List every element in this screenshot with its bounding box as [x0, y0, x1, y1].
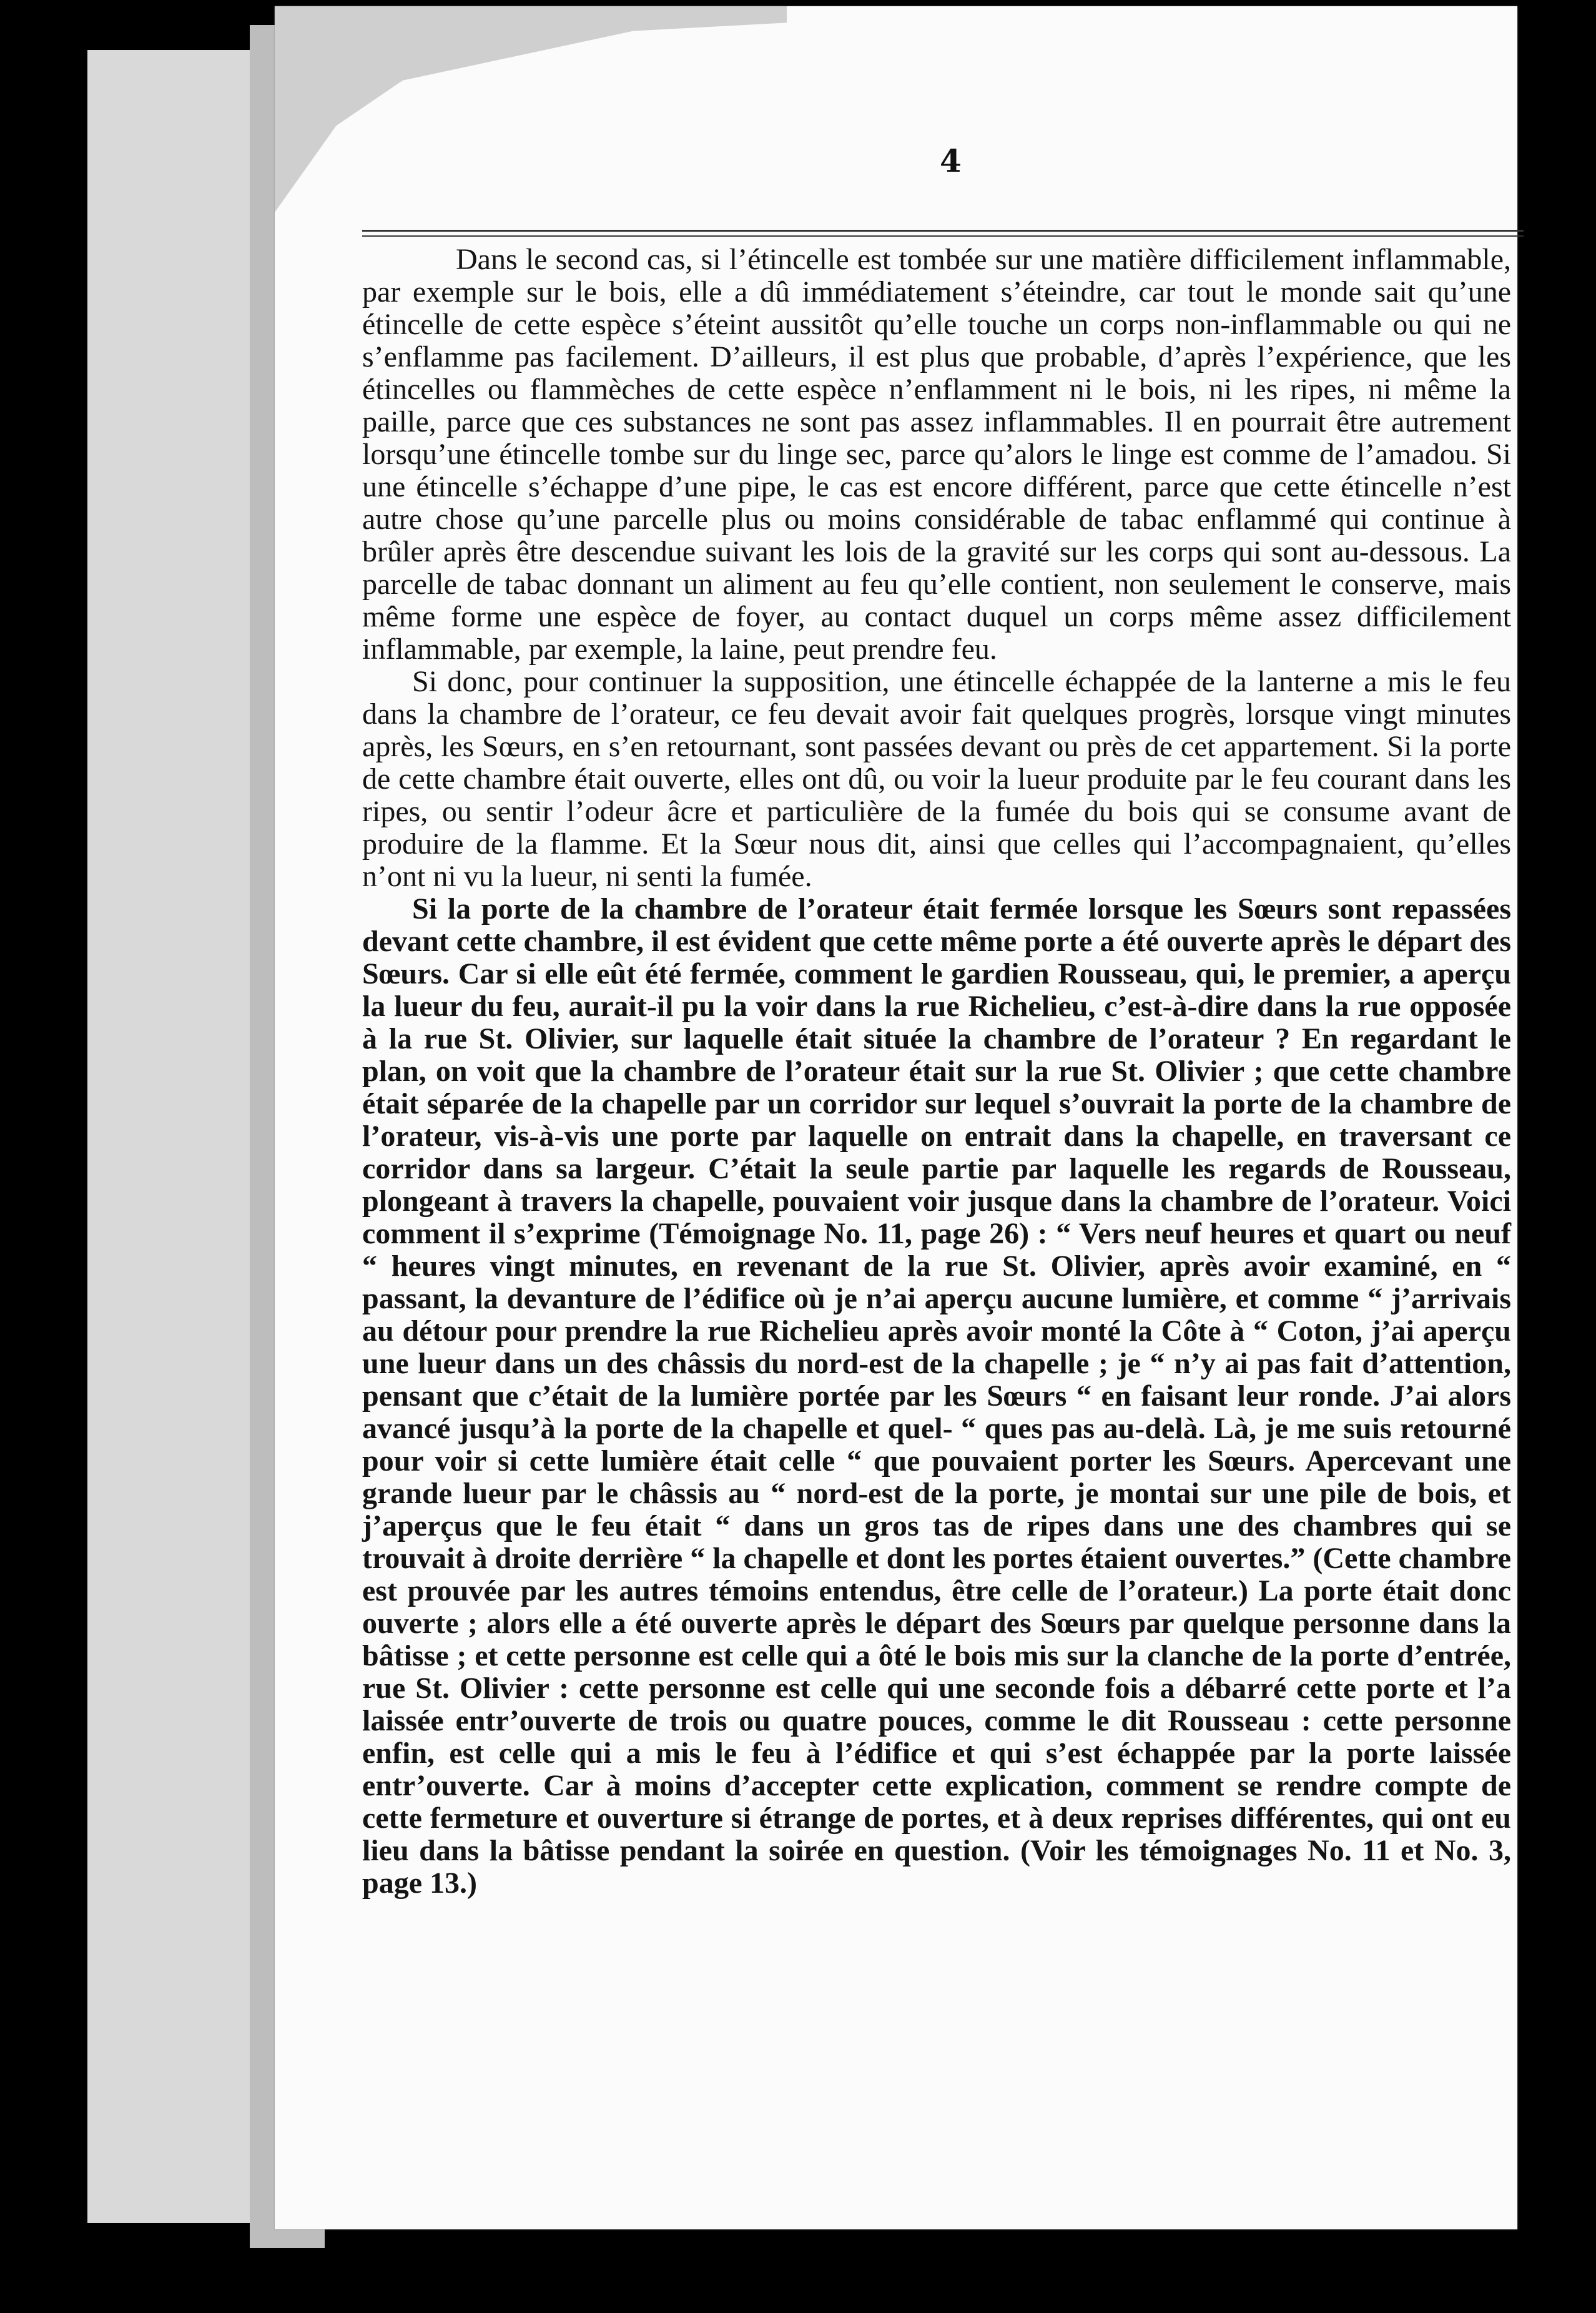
- paragraph-2: Si donc, pour continuer la supposition, une étincelle échappée de la lanterne a mis le feu dans la chambre de l’orateur, ce feu devait avoir fait quelques progrès, lorsque vingt minutes après, les Sœurs, en s’en retournant, sont passées devant ou près de cet appartement. Si la porte de cette chambre était ouverte, elles ont dû, ou voir la lueur produite par le feu courant dans les ripes, ou sentir l’odeur âcre et particulière de la fumée du bois qui se consume avant de produire de la flamme. Et la Sœur nous dit, ainsi que celles qui l’accompagnaient, qu’elles n’ont ni vu la lueur, ni senti la fumée.: [362, 665, 1511, 893]
- body-text: [362, 244, 1511, 1900]
- header-rule: [362, 230, 1524, 237]
- paragraph-3: Si la porte de la chambre de l’orateur était fermée lorsque les Sœurs sont repassées devant cette chambre, il est évident que cette même porte a été ouverte après le départ des Sœurs. Car si elle eût été fermée, comment le gardien Rousseau, qui, le premier, a aperçu la lueur du feu, aurait-il pu la voir dans la rue Richelieu, c’est-à-dire dans la rue opposée à la rue St. Olivier, sur laquelle était située la chambre de l’orateur ? En regardant le plan, on voit que la chambre de l’orateur était sur la rue St. Olivier ; que cette chambre était séparée de la chapelle par un corridor sur lequel s’ouvrait la porte de la chambre de l’orateur, vis-à-vis une porte par laquelle on entrait dans la chapelle, en traversant ce corridor dans sa largeur. C’était la seule partie par laquelle les regards de Rousseau, plongeant à travers la chapelle, pouvaient voir jusque dans la chambre de l’orateur. Voici comment il s’exprime (Témoignage No. 11, page 26) : “ Vers neuf heures et quart ou neuf “ heures vingt minutes, en revenant de la rue St. Olivier, après avoir examiné, en “ passant, la devanture de l’édifice où je n’ai aperçu aucune lumière, et comme “ j’arrivais au détour pour prendre la rue Richelieu après avoir monté la Côte à “ Coton, j’ai aperçu une lueur dans un des châssis du nord-est de la chapelle ; je “ n’y ai pas fait d’attention, pensant que c’était de la lumière portée par les Sœurs “ en faisant leur ronde. J’ai alors avancé jusqu’à la porte de la chapelle et quel- “ ques pas au-delà. Là, je me suis retourné pour voir si cette lumière était celle “ que pouvaient porter les Sœurs. Apercevant une grande lueur par le châssis au “ nord-est de la porte, je montai sur une pile de bois, et j’aperçus que le feu était “ dans un gros tas de ripes dans une des chambres qui se trouvait à droite derrière “ la chapelle et dont les portes étaient ouvertes.” (Cette chambre est prouvée par les autres témoins entendus, être celle de l’orateur.) La porte était donc ouverte ; alors elle a été ouverte après le départ des Sœurs par quelque personne dans la bâtisse ; et cette personne est celle qui a ôté le bois mis sur la clanche de la porte d’entrée, rue St. Olivier : cette personne est celle qui une seconde fois a débarré cette porte et l’a laissée entr’ouverte de trois ou quatre pouces, comme le dit Rousseau : cette personne enfin, est celle qui a mis le feu à l’édifice et qui s’est échappée par la porte laissée entr’ouverte. Car à moins d’accepter cette explication, comment se rendre compte de cette fermeture et ouverture si étrange de portes, et à deux reprises différentes, qui ont eu lieu dans la bâtisse pendant la soirée en question. (Voir les témoignages No. 11 et No. 3, page 13.): [362, 892, 1511, 1900]
- paragraph-1: Dans le second cas, si l’étincelle est tombée sur une matière difficilement inflammable, par exemple sur le bois, elle a dû immédiatement s’éteindre, car tout le monde sait qu’une étincelle de cette espèce s’éteint aussitôt qu’elle touche un corps non-inflammable ou qui ne s’enflamme pas facilement. D’ailleurs, il est plus que probable, d’après l’expérience, que les étincelles ou flammèches de cette espèce n’enflamment ni le bois, ni les ripes, ni même la paille, parce que ces substances ne sont pas assez inflammables. Il en pourrait être autrement lorsqu’une étincelle tombe sur du linge sec, parce qu’alors le linge est comme de l’amadou. Si une étincelle s’échappe d’une pipe, le cas est encore différent, parce que cette étincelle n’est autre chose qu’une parcelle plus ou moins considérable de tabac enflammé qui continue à brûler après être descendue suivant les lois de la gravité sur les corps qui sont au-dessous. La parcelle de tabac donnant un aliment au feu qu’elle contient, non seulement le conserve, mais même forme une espèce de foyer, au contact duquel un corps même assez difficilement inflammable, par exemple, la laine, peut prendre feu.: [362, 243, 1511, 666]
- underlying-sheet: [87, 50, 275, 2223]
- page-number: 4: [940, 142, 962, 179]
